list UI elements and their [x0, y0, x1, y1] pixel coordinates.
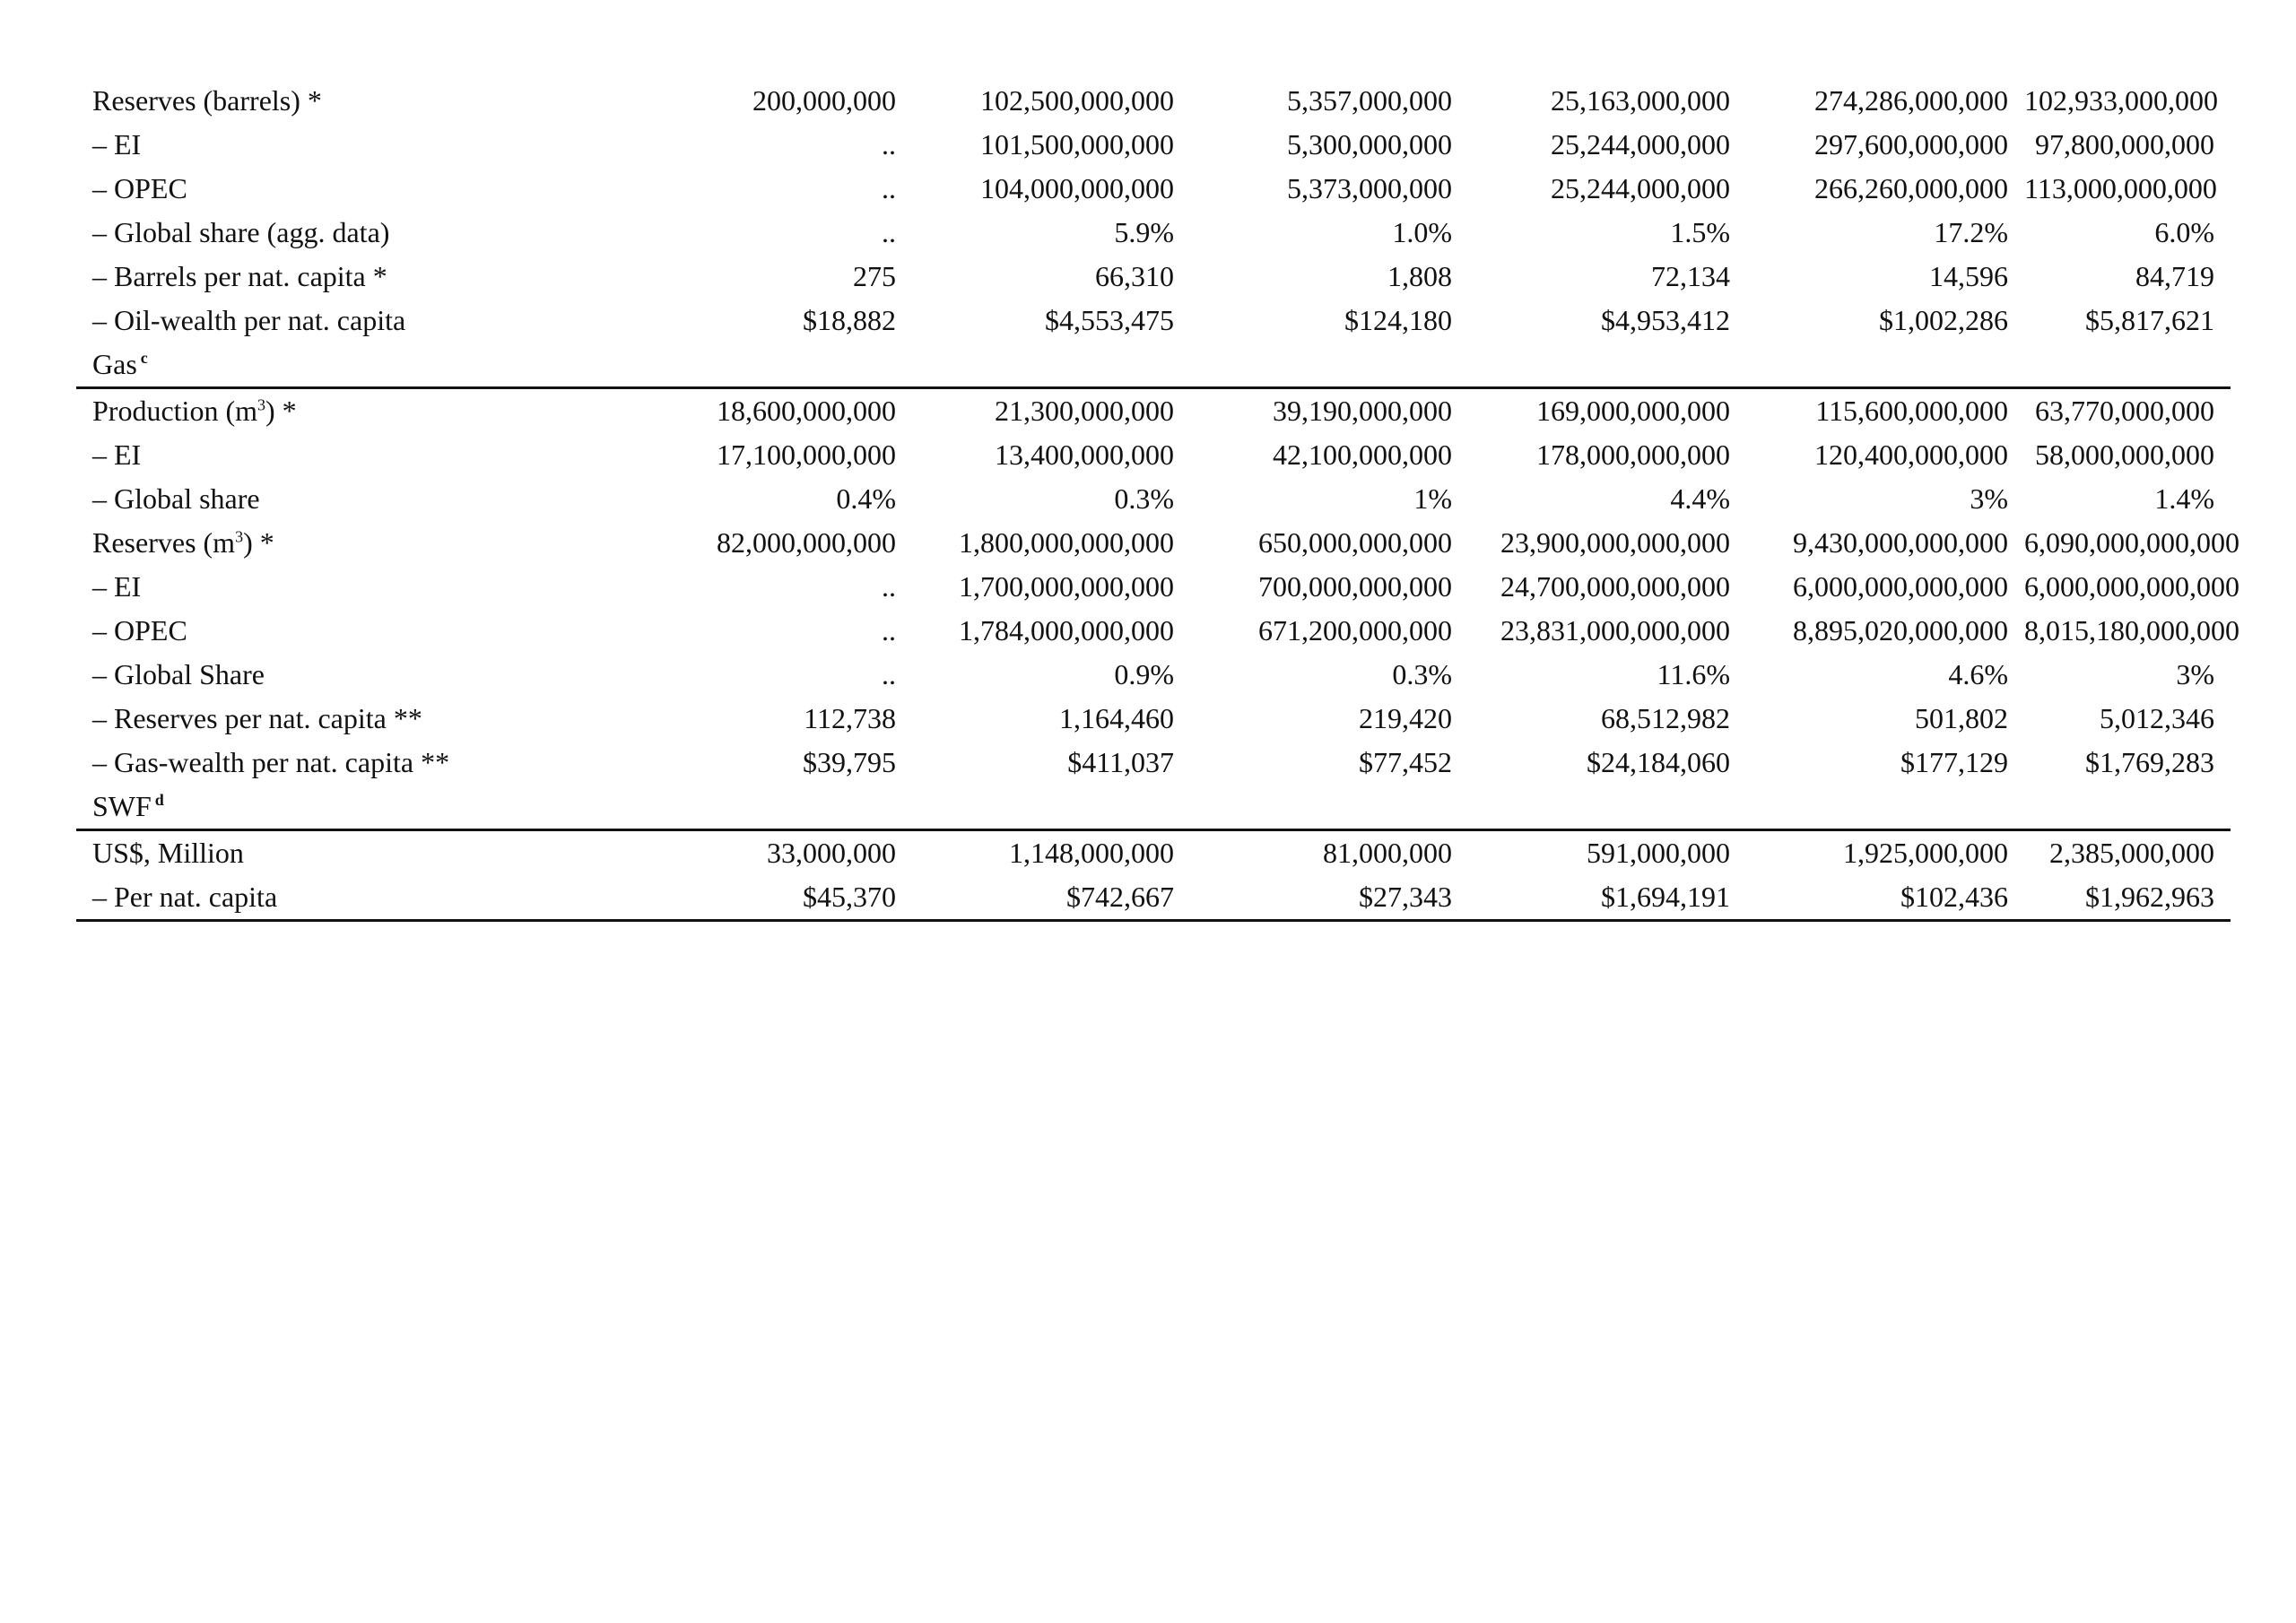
cell-value: 4.4%: [1670, 482, 1730, 515]
table-row: [76, 565, 2231, 609]
cell-value: 200,000,000: [752, 84, 896, 117]
cell-value: 115,600,000,000: [1746, 388, 2024, 434]
cell-value: 18,600,000,000: [634, 388, 912, 434]
cell-value: $77,452: [1359, 746, 1452, 778]
cell-value: $102,436: [1746, 875, 2024, 921]
cell-value: ..: [882, 570, 896, 603]
table-row: [76, 79, 2231, 123]
row-label: – EI: [92, 128, 142, 161]
cell-value: 1%: [1413, 482, 1452, 515]
cell-value: $742,667: [912, 875, 1190, 921]
resource-wealth-table: [76, 79, 2239, 922]
cell-value: 82,000,000,000: [717, 526, 896, 559]
cell-value: $27,343: [1190, 875, 1468, 921]
cell-value: 5.9%: [1114, 216, 1174, 248]
row-label: US$, Million: [76, 830, 634, 876]
row-label: Production $(m^3)$ *: [76, 388, 634, 434]
cell-value: $5,817,621: [2085, 304, 2214, 336]
table-row: [76, 123, 2231, 167]
cell-value: ..: [882, 658, 896, 690]
cell-value: $39,795: [803, 746, 896, 778]
cell-value: 3%: [1970, 482, 2008, 515]
cell-value: 1,164,460: [1059, 702, 1174, 734]
table-row: [76, 741, 2231, 785]
table-row: [76, 255, 2231, 299]
cell-value: 297,600,000,000: [1814, 128, 2008, 161]
row-label: – OPEC: [92, 172, 187, 204]
cell-value: 0.4%: [836, 482, 896, 515]
cell-value: 23,900,000,000,000: [1500, 526, 1730, 559]
cell-value: $24,184,060: [1587, 746, 1730, 778]
cell-value: 4.6%: [1948, 658, 2008, 690]
cell-value: 102,500,000,000: [980, 84, 1174, 117]
row-label: – Global share: [92, 482, 260, 515]
cell-value: 178,000,000,000: [1536, 438, 1730, 471]
cell-value: 17.2%: [1934, 216, 2008, 248]
cell-value: $18,882: [803, 304, 896, 336]
cell-value: 6,000,000,000,000: [1793, 570, 2008, 603]
cell-value: 6,000,000,000,000: [2024, 570, 2239, 603]
row-label: – Gas-wealth per nat. capita **: [92, 746, 450, 778]
cell-value: 274,286,000,000: [1814, 84, 2008, 117]
section-heading-swf: [76, 785, 634, 830]
cell-value: $1,694,191: [1468, 875, 1746, 921]
cell-value: $124,180: [1344, 304, 1452, 336]
cell-value: $4,953,412: [1601, 304, 1730, 336]
cell-value: 275: [853, 260, 896, 292]
cell-value: 671,200,000,000: [1258, 614, 1452, 647]
cell-value: 58,000,000,000: [2035, 438, 2214, 471]
footnote-marker: c: [140, 349, 148, 368]
cell-value: 66,310: [1095, 260, 1174, 292]
cell-value: $45,370: [634, 875, 912, 921]
cell-value: 591,000,000: [1468, 830, 1746, 876]
table-row: [76, 299, 2231, 343]
cell-value: 0.9%: [1114, 658, 1174, 690]
table-row: [76, 521, 2231, 565]
table-row: [76, 388, 2231, 434]
cell-value: 219,420: [1359, 702, 1452, 734]
cell-value: 1,800,000,000,000: [959, 526, 1174, 559]
cell-value: 101,500,000,000: [980, 128, 1174, 161]
row-label: – EI: [92, 570, 142, 603]
cell-value: 112,738: [804, 702, 896, 734]
cell-value: $1,769,283: [2085, 746, 2214, 778]
cell-value: 13,400,000,000: [995, 438, 1174, 471]
table-row: [76, 697, 2231, 741]
cell-value: 24,700,000,000,000: [1500, 570, 1730, 603]
cell-value: 11.6%: [1657, 658, 1730, 690]
cell-value: 84,719: [2135, 260, 2214, 292]
cell-value: 169,000,000,000: [1468, 388, 1746, 434]
table-row: [76, 609, 2231, 653]
cell-value: 1.0%: [1392, 216, 1452, 248]
table-row: [76, 653, 2231, 697]
cell-value: $4,553,475: [1045, 304, 1174, 336]
cell-value: 39,190,000,000: [1190, 388, 1468, 434]
section-heading-gas: [76, 343, 634, 388]
cell-value: 5,373,000,000: [1287, 172, 1452, 204]
row-label: – Global share (agg. data): [92, 216, 390, 248]
cell-value: 1,925,000,000: [1746, 830, 2024, 876]
unit-superscript: 3: [235, 527, 244, 546]
table-row: [76, 211, 2231, 255]
cell-value: 120,400,000,000: [1814, 438, 2008, 471]
cell-value: 113,000,000,000: [2024, 172, 2217, 204]
cell-value: 68,512,982: [1601, 702, 1730, 734]
cell-value: 25,244,000,000: [1551, 172, 1730, 204]
cell-value: ..: [882, 128, 896, 161]
section-header-row: [76, 343, 2231, 388]
cell-value: 6,090,000,000,000: [2024, 526, 2239, 559]
cell-value: 25,163,000,000: [1551, 84, 1730, 117]
cell-value: 104,000,000,000: [980, 172, 1174, 204]
cell-value: 63,770,000,000: [2024, 388, 2231, 434]
row-label: – OPEC: [92, 614, 187, 647]
cell-value: $1,962,963: [2024, 875, 2231, 921]
cell-value: 700,000,000,000: [1258, 570, 1452, 603]
cell-value: 33,000,000: [634, 830, 912, 876]
cell-value: 1,784,000,000,000: [959, 614, 1174, 647]
footnote-marker: d: [154, 791, 164, 810]
unit-superscript: 3: [257, 395, 265, 414]
cell-value: 21,300,000,000: [912, 388, 1190, 434]
row-label: – Reserves per nat. capita **: [92, 702, 422, 734]
cell-value: $411,037: [1067, 746, 1174, 778]
row-label: – Oil-wealth per nat. capita: [92, 304, 406, 336]
cell-value: 1,148,000,000: [912, 830, 1190, 876]
section-label: Gas: [92, 348, 137, 380]
row-label: Reserves (barrels) *: [92, 84, 322, 117]
cell-value: 3%: [2176, 658, 2214, 690]
cell-value: 102,933,000,000: [2024, 84, 2218, 117]
cell-value: 266,260,000,000: [1814, 172, 2008, 204]
cell-value: 1.5%: [1670, 216, 1730, 248]
section-header-row: [76, 785, 2231, 830]
row-label: – EI: [92, 438, 142, 471]
cell-value: 650,000,000,000: [1258, 526, 1452, 559]
table-row: [76, 477, 2231, 521]
cell-value: ..: [882, 216, 896, 248]
row-label: Reserves $(m^3)$ *: [92, 526, 274, 559]
cell-value: 6.0%: [2154, 216, 2214, 248]
cell-value: ..: [882, 172, 896, 204]
cell-value: 42,100,000,000: [1273, 438, 1452, 471]
cell-value: 5,300,000,000: [1287, 128, 1452, 161]
table-row: [76, 830, 2231, 876]
cell-value: ..: [882, 614, 896, 647]
cell-value: 23,831,000,000,000: [1500, 614, 1730, 647]
cell-value: 501,802: [1915, 702, 2008, 734]
cell-value: 0.3%: [1114, 482, 1174, 515]
table-row: [76, 433, 2231, 477]
cell-value: $177,129: [1900, 746, 2008, 778]
cell-value: 14,596: [1929, 260, 2008, 292]
row-label: – Per nat. capita: [76, 875, 634, 921]
cell-value: 1,808: [1387, 260, 1452, 292]
cell-value: 97,800,000,000: [2035, 128, 2214, 161]
cell-value: 1.4%: [2154, 482, 2214, 515]
cell-value: 0.3%: [1392, 658, 1452, 690]
cell-value: 8,015,180,000,000: [2024, 614, 2239, 647]
cell-value: 17,100,000,000: [717, 438, 896, 471]
cell-value: 9,430,000,000,000: [1793, 526, 2008, 559]
cell-value: 1,700,000,000,000: [959, 570, 1174, 603]
row-label: – Barrels per nat. capita *: [92, 260, 387, 292]
cell-value: 81,000,000: [1190, 830, 1468, 876]
cell-value: 5,012,346: [2100, 702, 2214, 734]
cell-value: 8,895,020,000,000: [1793, 614, 2008, 647]
section-label: SWF: [92, 790, 152, 822]
table-row: [76, 875, 2231, 921]
cell-value: 25,244,000,000: [1551, 128, 1730, 161]
cell-value: $1,002,286: [1879, 304, 2008, 336]
cell-value: 72,134: [1651, 260, 1730, 292]
table-row: [76, 167, 2231, 211]
row-label: – Global Share: [92, 658, 265, 690]
cell-value: 5,357,000,000: [1287, 84, 1452, 117]
cell-value: 2,385,000,000: [2024, 830, 2231, 876]
